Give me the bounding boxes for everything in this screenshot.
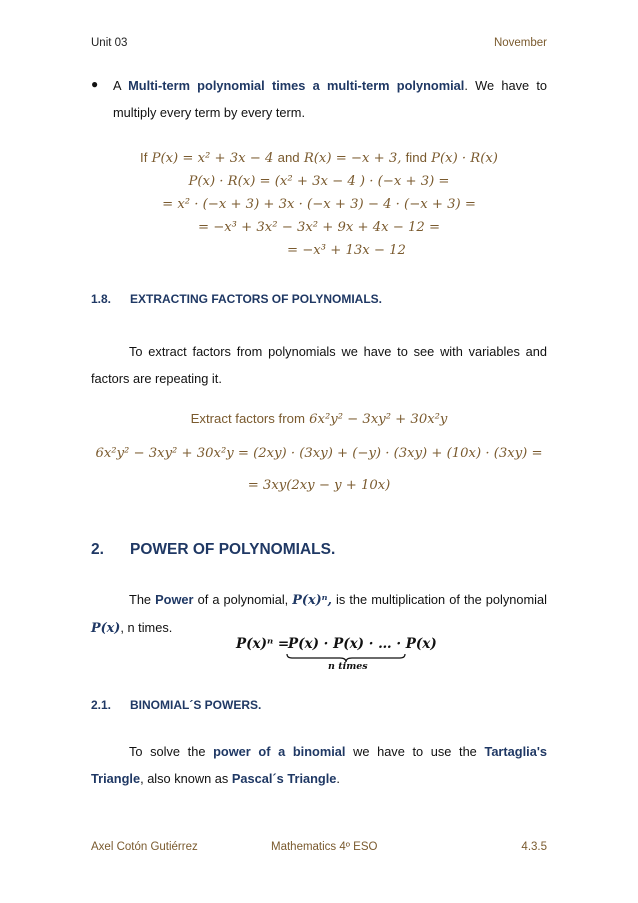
bullet-marker: ● [91,77,99,91]
formula-lhs: P(x)ⁿ = [236,636,290,652]
section-1-8-number: 1.8. [91,292,112,306]
expr-r: R(x) = −x + 3, [303,151,402,166]
para2-bold: Power [155,592,194,607]
extract-expr: 6x²y² − 3xy² + 30x²y [309,412,448,427]
para21-mid2: , also known as [140,771,229,786]
example1-statement [0,150,638,166]
para2-expr2: P(x) [91,621,121,636]
formula-under: n times [328,661,368,672]
section-2-1-title: BINOMIAL´S POWERS. [130,698,262,712]
expr-find: P(x) · R(x) [431,151,498,166]
para2-mid2: is the multiplication of the polynomial [336,592,547,607]
expr-p: P(x) = x² + 3x − 4 [151,151,274,166]
para-1-8: To extract factors from polynomials we have to see with variables and factors are repeating it. [91,344,547,386]
footer-page: 4.3.5 [521,841,547,853]
section-2-1-number: 2.1. [91,698,112,712]
extract-prompt: Extract factors from [190,411,305,426]
para21-mid: we have to use the [353,744,477,759]
section-2-title: POWER OF POLYNOMIALS. [130,541,336,558]
example2-line-1: 6x²y² − 3xy² + 30x²y = (2xy) · (3xy) + (−y) · (3xy) + (10x) · (3xy) = [95,446,543,461]
example1-line-2: = x² · (−x + 3) + 3x · (−x + 3) − 4 · (−x + 3) = [162,197,476,212]
find-word: find [405,150,427,165]
para2-post: , n times. [120,620,173,635]
example1-line-3: = −x³ + 3x² − 3x² + 9x + 4x − 12 = [197,220,441,235]
para21-bold3: Pascal´s Triangle [231,771,337,786]
para21-bold1: power of a binomial [213,744,346,759]
footer-course: Mathematics 4º ESO [271,841,378,853]
para-2 [91,586,547,642]
example2-statement [0,411,638,427]
para2-pre: The [129,592,152,607]
if-word: If [140,150,148,165]
para-2-1 [91,738,547,792]
footer-author: Axel Cotón Gutiérrez [91,841,198,853]
header-unit: Unit 03 [91,37,128,49]
bullet-bold: Multi-term polynomial times a multi-term polynomial [128,78,465,93]
bullet-pre: A [113,78,121,93]
header-month: November [493,37,547,49]
para21-bold2: Tartaglia's Triangle [91,744,548,786]
para21-post: . [336,771,340,786]
para21-pre: To solve the [129,744,206,759]
bullet-post: . We have to multiply every term by every term. [113,78,547,120]
formula-rhs: P(x) · P(x) · … · P(x) [288,636,437,652]
para2-mid: of a polynomial, [197,592,289,607]
example2-line-2: = 3xy(2xy − y + 10x) [247,478,391,493]
bullet-paragraph [113,72,547,126]
and-word: and [277,150,300,165]
section-2-number: 2. [91,541,104,558]
example1-line-1: P(x) · R(x) = (x² + 3x − 4 ) · (−x + 3) = [188,174,450,189]
example1-line-4: = −x³ + 13x − 12 [287,243,406,258]
section-1-8-title: EXTRACTING FACTORS OF POLYNOMIALS. [130,292,383,306]
para2-expr1: P(x)ⁿ, [292,593,332,608]
